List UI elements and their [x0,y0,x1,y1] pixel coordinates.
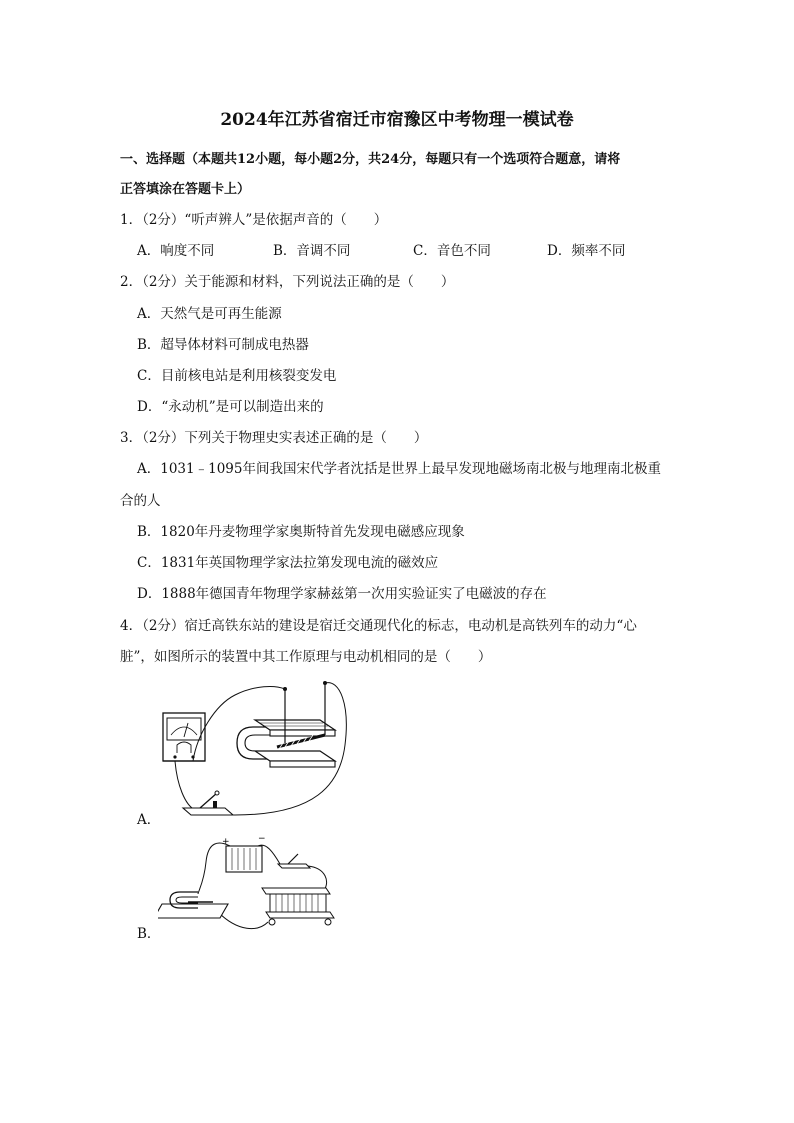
question-2-stem: 2．（2分）关于能源和材料，下列说法正确的是（ ） [120,274,455,290]
q3-option-a: A．1031﹣1095年间我国宋代学者沈括是世界上最早发现地磁场南北极与地理南北极重 [137,461,661,477]
q1-option-b: B．音调不同 [273,243,351,259]
q4-option-b: B． [137,926,161,942]
q4-figure-b [158,832,338,942]
q4-figure-a [155,675,360,825]
question-4-stem-line1: 4．（2分）宿迁高铁东站的建设是宿迁交通现代化的标志，电动机是高铁列车的动力“心 [120,618,637,634]
q3-option-a-cont: 合的人 [120,493,161,509]
q1-option-d: D．频率不同 [547,243,626,259]
q4-option-a: A． [137,812,161,828]
q1-option-a: A．响度不同 [137,243,215,259]
section-heading-line1: 一、选择题（本题共12小题，每小题2分，共24分，每题只有一个选项符合题意，请将 [120,152,621,167]
q1-option-c: C．音色不同 [413,243,491,259]
q2-option-c: C．目前核电站是利用核裂变发电 [137,368,337,384]
q3-option-c: C．1831年英国物理学家法拉第发现电流的磁效应 [137,555,439,571]
battery-minus-label: − [258,834,266,844]
q2-option-a: A．天然气是可再生能源 [137,306,282,322]
question-1-stem: 1．（2分）“听声辨人”是依据声音的（ ） [120,212,388,228]
section-heading-line2: 正答填涂在答题卡上） [120,182,251,197]
q2-option-d: D．“永动机”是可以制造出来的 [137,399,324,415]
question-4-stem-line2: 脏”，如图所示的装置中其工作原理与电动机相同的是（ ） [120,649,492,665]
battery-plus-label: + [222,837,230,847]
q2-option-b: B．超导体材料可制成电热器 [137,337,309,353]
q3-option-b: B．1820年丹麦物理学家奥斯特首先发现电磁感应现象 [137,524,465,540]
page-title: 2024年江苏省宿迁市宿豫区中考物理一模试卷 [220,110,574,130]
q3-option-d: D．1888年德国青年物理学家赫兹第一次用实验证实了电磁波的存在 [137,586,547,602]
question-3-stem: 3．（2分）下列关于物理史实表述正确的是（ ） [120,430,428,446]
